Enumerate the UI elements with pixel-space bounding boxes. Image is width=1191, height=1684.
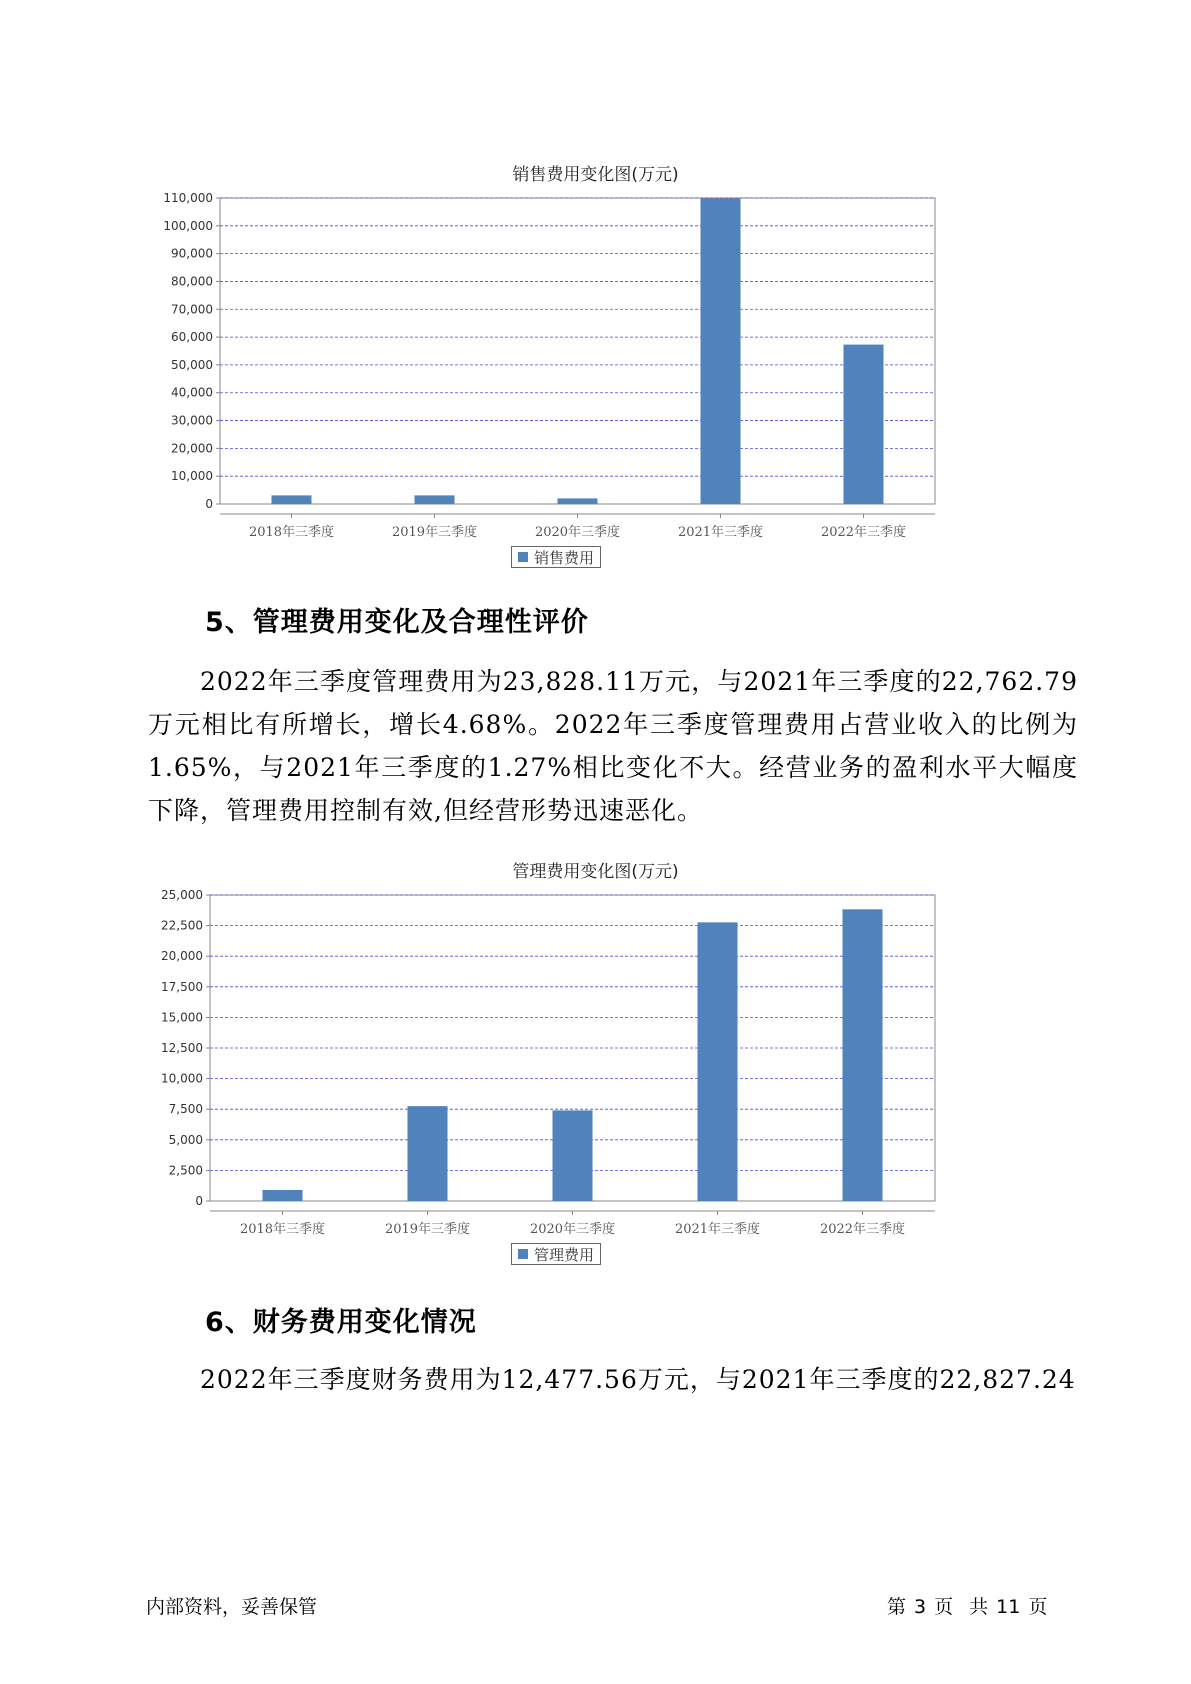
y-tick-label: 20,000: [171, 441, 213, 456]
y-tick-label: 90,000: [171, 246, 213, 261]
plot-area: [220, 198, 935, 504]
y-tick-label: 70,000: [171, 302, 213, 317]
page-prefix: 第: [887, 1596, 907, 1618]
footer-page-number: [887, 1592, 1047, 1619]
x-tick-label: 2021年三季度: [674, 1222, 761, 1237]
x-tick-label: 2019年三季度: [384, 1222, 471, 1237]
section-6-heading: 6、财务费用变化情况: [205, 1307, 477, 1338]
y-tick-label: 10,000: [171, 469, 213, 484]
bar: [263, 1190, 303, 1201]
chart-2-legend: [511, 1243, 601, 1265]
y-tick-label: 30,000: [171, 413, 213, 428]
page-number: 3: [914, 1596, 927, 1618]
bar: [415, 495, 455, 504]
x-tick-label: 2020年三季度: [529, 1222, 616, 1237]
bar: [553, 1110, 593, 1201]
chart-2-legend-label: 管理费用: [534, 1245, 595, 1264]
bar: [558, 498, 598, 504]
bar: [698, 922, 738, 1201]
chart-2-admin-expense: [150, 887, 950, 1237]
section-6-paragraph: [148, 1358, 1078, 1401]
y-tick-label: 60,000: [171, 330, 213, 345]
y-tick-label: 100,000: [163, 218, 213, 233]
y-tick-label: 22,500: [161, 918, 203, 933]
x-tick-label: 2018年三季度: [248, 525, 335, 540]
x-tick-label: 2020年三季度: [534, 525, 621, 540]
bar: [843, 909, 883, 1201]
total-prefix: 共: [969, 1596, 989, 1618]
chart-2-title: 管理费用变化图(万元): [512, 862, 679, 882]
y-tick-label: 5,000: [168, 1132, 203, 1147]
y-tick-label: 40,000: [171, 385, 213, 400]
chart-1-sales-expense: [150, 190, 950, 540]
page-suffix: 页: [934, 1596, 954, 1618]
y-tick-label: 12,500: [161, 1041, 203, 1055]
x-tick-label: 2022年三季度: [819, 1222, 906, 1237]
footer-confidential: 内部资料，妥善保管: [146, 1596, 318, 1618]
x-tick-label: 2018年三季度: [239, 1222, 326, 1237]
x-tick-label: 2021年三季度: [677, 525, 764, 540]
y-tick-label: 2,500: [168, 1163, 203, 1178]
x-tick-label: 2022年三季度: [820, 525, 907, 540]
chart-1-title: 销售费用变化图(万元): [512, 165, 679, 185]
chart-1-legend-label: 销售费用: [534, 548, 595, 567]
y-tick-label: 50,000: [171, 357, 213, 372]
y-tick-label: 15,000: [161, 1010, 203, 1025]
y-tick-label: 25,000: [161, 888, 203, 902]
bar: [408, 1106, 448, 1201]
bar: [272, 495, 312, 504]
y-tick-label: 17,500: [161, 979, 203, 994]
y-tick-label: 20,000: [161, 949, 203, 964]
section-5-paragraph: [148, 660, 1078, 832]
y-tick-label: 0: [205, 497, 213, 511]
y-tick-label: 7,500: [168, 1102, 203, 1117]
y-tick-label: 110,000: [163, 191, 213, 205]
legend-swatch: [518, 552, 528, 562]
y-tick-label: 0: [195, 1194, 203, 1208]
y-tick-label: 10,000: [161, 1071, 203, 1086]
x-tick-label: 2019年三季度: [391, 525, 478, 540]
section-6-text: 2022年三季度财务费用为12,477.56万元，与2021年三季度的22,827.24: [200, 1365, 1076, 1394]
chart-1-legend: [511, 546, 601, 568]
legend-swatch: [518, 1249, 528, 1259]
section-5-heading: 5、管理费用变化及合理性评价: [205, 607, 589, 638]
section-5-text: 2022年三季度管理费用为23,828.11万元，与2021年三季度的22,762.79万元相比有所增长，增长4.68%。2022年三季度管理费用占营业收入的比例为1.65%，与2021年三季度的1.27%相比变化不大。经营业务的盈利水平大幅度下降，管理费用控制有效,但经营形势迅速恶化。: [148, 667, 1078, 825]
y-tick-label: 80,000: [171, 274, 213, 289]
total-pages: 11: [996, 1596, 1021, 1618]
bar: [701, 199, 741, 504]
bar: [844, 345, 884, 504]
total-suffix: 页: [1028, 1596, 1048, 1618]
